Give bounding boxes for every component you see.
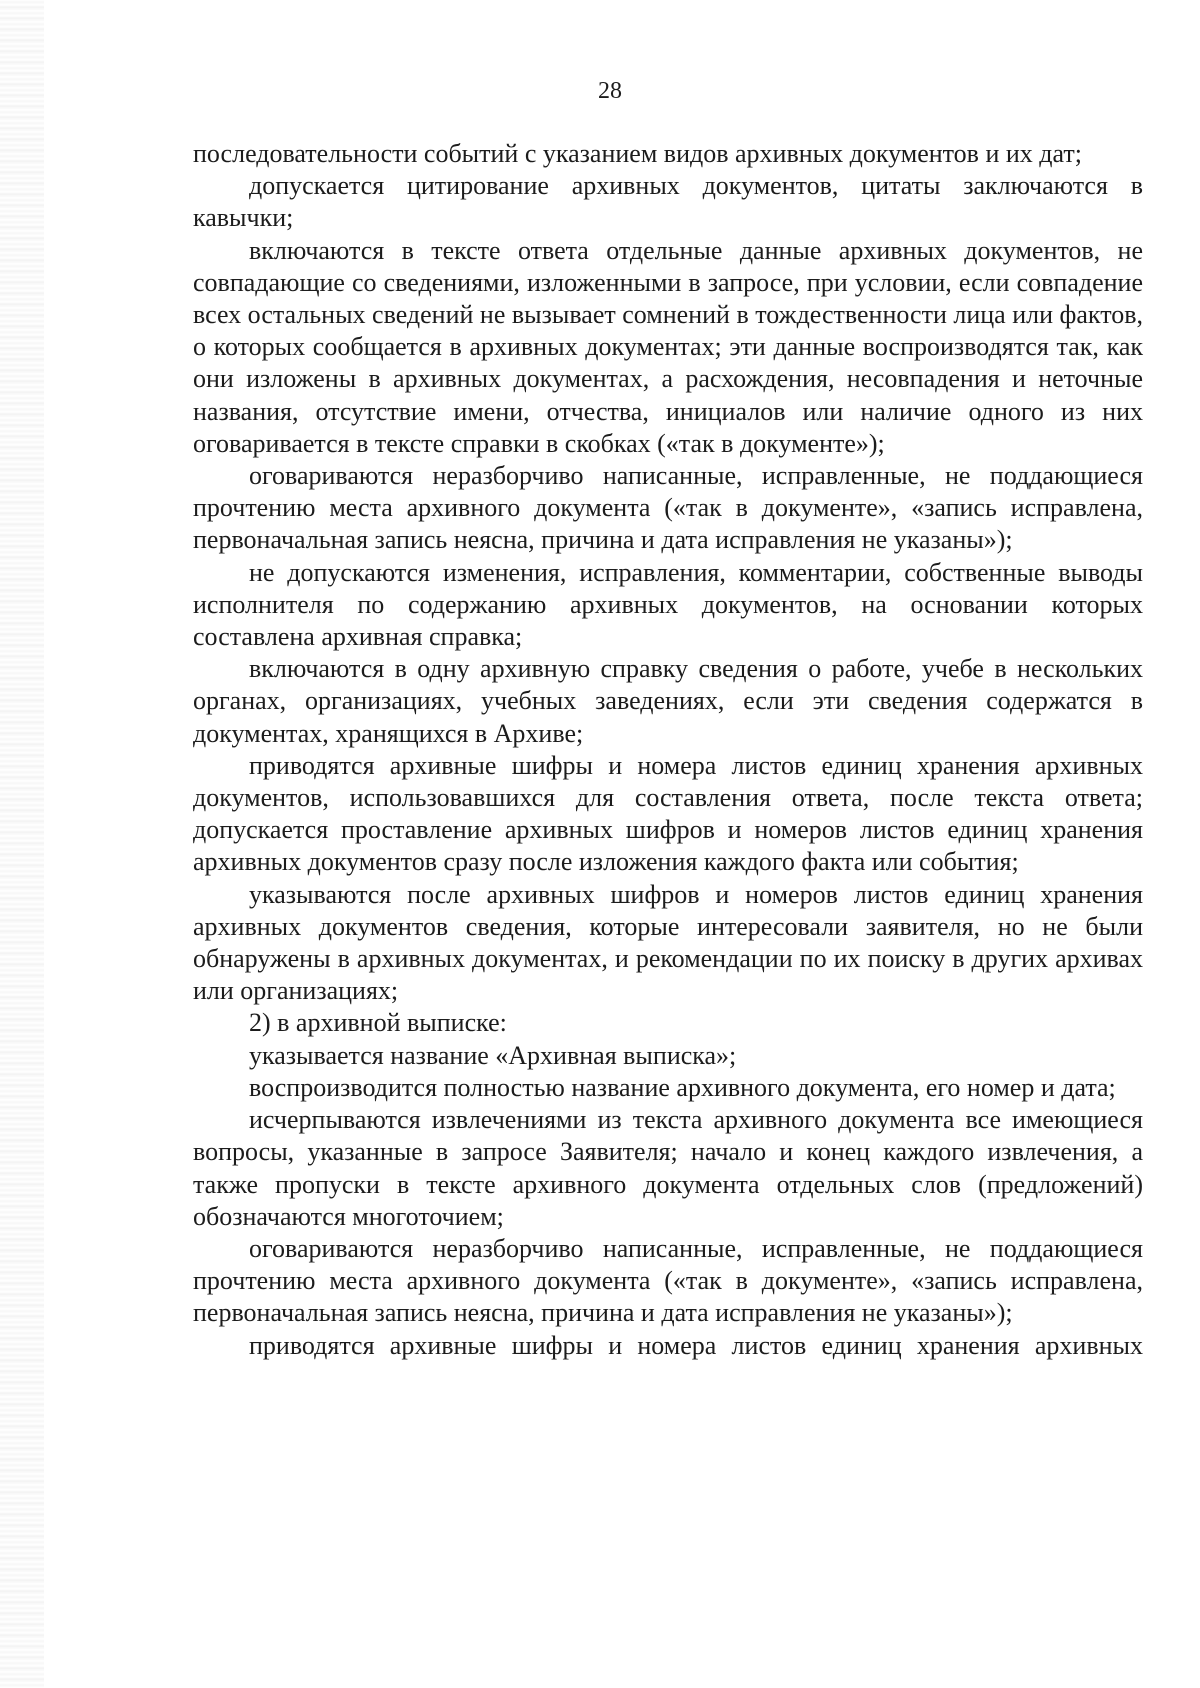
paragraph: 2) в архивной выписке: <box>249 1008 507 1038</box>
paragraph: оговариваются неразборчиво написанные, исправленные, не поддающиеся прочтению места архивного документа («так в документе», «запись исправлена, первоначальная запись неясна, причина и дата исправления не указаны»); <box>193 1233 1143 1328</box>
scan-margin-noise <box>0 0 44 1688</box>
paragraph: включаются в тексте ответа отдельные данные архивных документов, не совпадающие со сведениями, изложенными в запросе, при условии, если совпадение всех остальных сведений не вызывает сомнений в тождественности лица или фактов, о которых сообщается в архивных документах; эти данные воспроизводятся так, как они изложены в архивных документах, а расхождения, несовпадения и неточные названия, отсутствие имени, отчества, инициалов или наличие одного из них оговаривается в тексте справки в скобках («так в документе»); <box>193 235 1143 458</box>
paragraph: указывается название «Архивная выписка»; <box>249 1040 737 1070</box>
paragraph: воспроизводится полностью название архивного документа, его номер и дата; <box>249 1072 1116 1102</box>
page-number: 28 <box>598 78 622 104</box>
paragraph: оговариваются неразборчиво написанные, исправленные, не поддающиеся прочтению места архивного документа («так в документе», «запись исправлена, первоначальная запись неясна, причина и дата исправления не указаны»); <box>193 461 1143 555</box>
paragraph: включаются в одну архивную справку сведения о работе, учебе в нескольких органах, организациях, учебных заведениях, если эти сведения содержатся в документах, хранящихся в Архиве; <box>193 654 1143 748</box>
document-body <box>193 138 1143 1362</box>
paragraph: исчерпываются извлечениями из текста архивного документа все имеющиеся вопросы, указанные в запросе Заявителя; начало и конец каждого извлечения, а также пропуски в тексте архивного документа отдельных слов (предложений) обозначаются многоточием; <box>193 1105 1143 1231</box>
paragraph: указываются после архивных шифров и номеров листов единиц хранения архивных документов сведения, которые интересовали заявителя, но не были обнаружены в архивных документах, и рекомендации по их поиску в других архивах или организациях; <box>193 879 1143 1006</box>
paragraph: приводятся архивные шифры и номера листов единиц хранения архивных <box>249 1330 1143 1360</box>
paragraph: последовательности событий с указанием видов архивных документов и их дат; <box>193 139 1082 168</box>
paragraph: приводятся архивные шифры и номера листов единиц хранения архивных документов, использовавшихся для составления ответа, после текста ответа; допускается проставление архивных шифров и номеров листов единиц хранения архивных документов сразу после изложения каждого факта или события; <box>193 750 1143 877</box>
paragraph: не допускаются изменения, исправления, комментарии, собственные выводы исполнителя по содержанию архивных документов, на основании которых составлена архивная справка; <box>193 557 1143 652</box>
paragraph: допускается цитирование архивных документов, цитаты заключаются в кавычки; <box>193 171 1143 233</box>
